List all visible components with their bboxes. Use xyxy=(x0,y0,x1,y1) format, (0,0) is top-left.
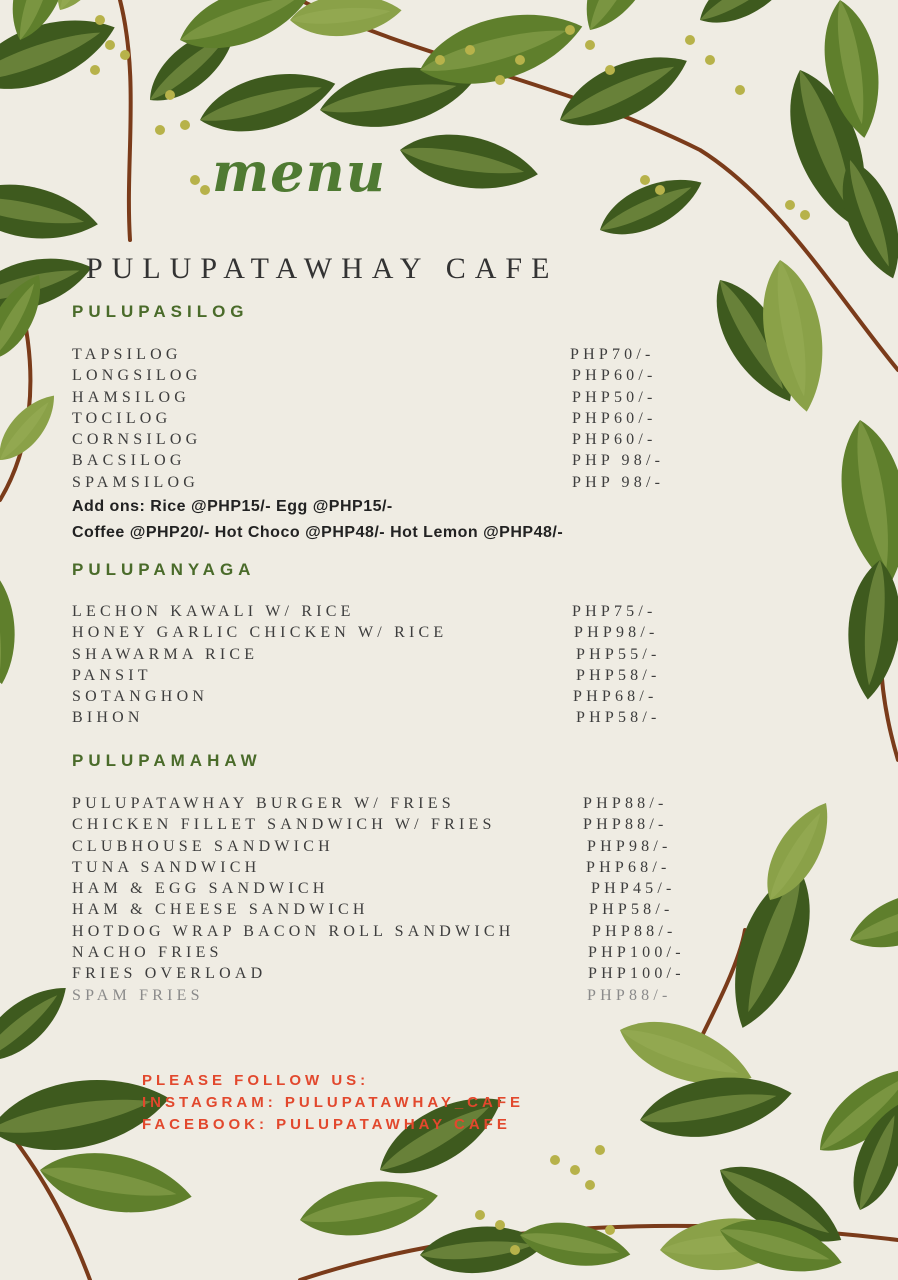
item-name: PANSIT xyxy=(72,666,152,684)
facebook-handle: FACEBOOK: PULUPATAWHAY CAFE xyxy=(142,1116,511,1133)
item-name: FRIES OVERLOAD xyxy=(72,965,267,983)
flower-bud xyxy=(190,175,200,185)
flower-bud xyxy=(800,210,810,220)
item-price: PHP68/- xyxy=(573,688,658,706)
flower-bud xyxy=(595,1145,605,1155)
flower-bud xyxy=(495,1220,505,1230)
item-price: PHP100/- xyxy=(588,965,685,983)
flower-bud xyxy=(515,55,525,65)
flower-bud xyxy=(510,1245,520,1255)
item-price: PHP98/- xyxy=(587,837,672,855)
flower-bud xyxy=(180,120,190,130)
leaf xyxy=(0,556,24,688)
flower-bud xyxy=(475,1210,485,1220)
leaf xyxy=(690,0,807,38)
flower-bud xyxy=(95,15,105,25)
item-name: TAPSILOG xyxy=(72,346,182,363)
item-price: PHP45/- xyxy=(591,880,676,898)
item-price: PHP50/- xyxy=(572,388,657,406)
item-name: CHICKEN FILLET SANDWICH W/ FRIES xyxy=(72,816,496,834)
item-price: PHP60/- xyxy=(572,367,657,385)
item-name: HOTDOG WRAP BACON ROLL SANDWICH xyxy=(72,922,515,940)
item-name: HONEY GARLIC CHICKEN W/ RICE xyxy=(72,624,448,642)
item-price: PHP 98/- xyxy=(572,452,665,470)
addons-line-2: Coffee @PHP20/- Hot Choco @PHP48/- Hot Lemon @PHP48/- xyxy=(72,524,564,541)
instagram-handle: INSTAGRAM: PULUPATAWHAY_CAFE xyxy=(142,1094,524,1111)
item-price: PHP88/- xyxy=(583,795,668,812)
cafe-name: PULUPATAWHAY CAFE xyxy=(86,252,559,285)
flower-bud xyxy=(705,55,715,65)
flower-bud xyxy=(495,75,505,85)
item-name: LONGSILOG xyxy=(72,367,202,385)
follow-us-label: PLEASE FOLLOW US: xyxy=(142,1072,370,1089)
item-name: CLUBHOUSE SANDWICH xyxy=(72,837,334,855)
item-price: PHP100/- xyxy=(588,944,685,962)
flower-bud xyxy=(605,65,615,75)
stem xyxy=(120,0,131,240)
item-name: LECHON KAWALI W/ RICE xyxy=(72,603,355,620)
item-name: SHAWARMA RICE xyxy=(72,645,259,663)
item-price: PHP70/- xyxy=(570,346,655,363)
flower-bud xyxy=(685,35,695,45)
flower-bud xyxy=(165,90,175,100)
section-title-pulupasilog: PULUPASILOG xyxy=(72,302,249,321)
flower-bud xyxy=(605,1225,615,1235)
flower-bud xyxy=(570,1165,580,1175)
item-price: PHP58/- xyxy=(589,901,674,919)
item-price: PHP98/- xyxy=(574,624,659,642)
item-price: PHP88/- xyxy=(587,986,672,1004)
flower-bud xyxy=(105,40,115,50)
flower-bud xyxy=(585,1180,595,1190)
item-price: PHP88/- xyxy=(592,922,677,940)
item-name: TOCILOG xyxy=(72,409,172,427)
flower-bud xyxy=(565,25,575,35)
flower-bud xyxy=(90,65,100,75)
item-name: NACHO FRIES xyxy=(72,944,223,962)
flower-bud xyxy=(155,125,165,135)
flower-bud xyxy=(200,185,210,195)
flower-bud xyxy=(585,40,595,50)
leaf xyxy=(568,0,682,43)
item-price: PHP88/- xyxy=(583,816,668,834)
item-price: PHP55/- xyxy=(576,645,661,663)
item-name: BIHON xyxy=(72,709,144,727)
item-price: PHP 98/- xyxy=(572,473,665,491)
item-name: HAMSILOG xyxy=(72,388,191,406)
item-price: PHP60/- xyxy=(572,409,657,427)
section-title-pulupanyaga: PULUPANYAGA xyxy=(72,560,256,579)
item-price: PHP68/- xyxy=(586,858,671,876)
flower-bud xyxy=(465,45,475,55)
item-name: SOTANGHON xyxy=(72,688,209,706)
item-name: TUNA SANDWICH xyxy=(72,858,261,876)
item-name: CORNSILOG xyxy=(72,431,202,449)
item-price: PHP58/- xyxy=(576,666,661,684)
menu-script-title: menu xyxy=(212,140,387,204)
leaf-highlight xyxy=(55,0,110,13)
item-name: PULUPATAWHAY BURGER W/ FRIES xyxy=(72,795,455,812)
flower-bud xyxy=(550,1155,560,1165)
addons-line-1: Add ons: Rice @PHP15/- Egg @PHP15/- xyxy=(72,498,393,515)
item-name: SPAMSILOG xyxy=(72,473,200,491)
item-name: SPAM FRIES xyxy=(72,986,204,1004)
item-price: PHP58/- xyxy=(576,709,661,727)
item-price: PHP60/- xyxy=(572,431,657,449)
flower-bud xyxy=(120,50,130,60)
flower-bud xyxy=(640,175,650,185)
item-price: PHP75/- xyxy=(572,603,657,620)
flower-bud xyxy=(735,85,745,95)
flower-bud xyxy=(785,200,795,210)
item-name: HAM & EGG SANDWICH xyxy=(72,880,329,898)
flower-bud xyxy=(655,185,665,195)
flower-bud xyxy=(435,55,445,65)
item-name: BACSILOG xyxy=(72,452,186,470)
item-name: HAM & CHEESE SANDWICH xyxy=(72,901,369,919)
section-title-pulupamahaw: PULUPAMAHAW xyxy=(72,751,262,770)
